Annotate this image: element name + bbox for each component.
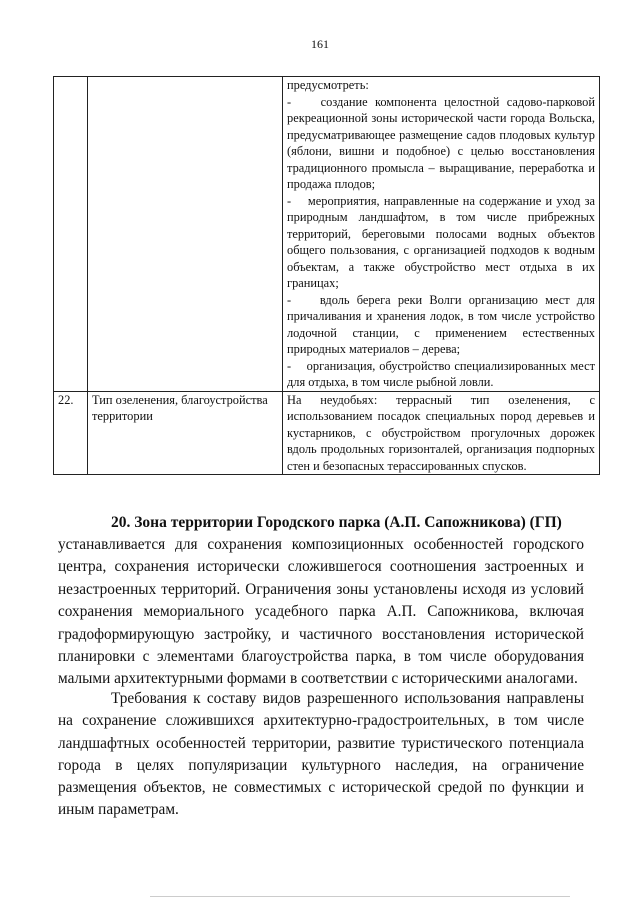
page-number: 161 xyxy=(311,37,329,51)
table-row xyxy=(54,77,600,392)
row-number-cell: 22. xyxy=(54,391,88,475)
requirement-paragraph: - создание компонента целостной садово-парковой рекреационной зоны исторической части города Вольска, предусматривающее размещение садов плодовых культур (яблони, вишни и подобное) с целью восстановления традиционного промысла – выращивание, переработка и продажа плодов; xyxy=(287,94,595,191)
requirement-paragraph: - мероприятия, направленные на содержание и уход за природным ландшафтом, в том числе прибрежных территорий, береговыми полосами водных объектов общего пользования, с организацией подходов к водным объектам, а также обустройство мест отдыха в их границах; xyxy=(287,193,595,290)
row-number-cell xyxy=(54,77,88,392)
row-type-cell xyxy=(88,77,283,392)
requirement-paragraph: предусмотреть: xyxy=(287,78,369,92)
row-requirements-cell xyxy=(283,77,600,392)
section-paragraph-1: устанавливается для сохранения композиционных особенностей городского центра, сохранения исторически сложившегося соотношения застроенных и незастроенных территорий. Ограничения зоны установлены исходя из условий сохранения мемориального усадебного парка А.П. Сапожникова, включая градоформирующую застройку, и частичного восстановления исторической планировки с элементами благоустройства парка, в том числе оборудования малыми архитектурными формами в соответствии с историческими аналогами. xyxy=(58,536,584,688)
table-row xyxy=(54,391,600,475)
row-type-cell: Тип озеленения, благоустройства территории xyxy=(88,391,283,475)
section-paragraph-2: Требования к составу видов разрешенного использования направлены на сохранение сложившихся архитектурно-градостроительных, в том числе ландшафтных особенностей территории, развитие туристического потенциала города в целях популяризации культурного наследия, на ограничение размещения объектов, не совместимых с исторической средой по функции и иным параметрам. xyxy=(58,690,584,819)
requirements-table xyxy=(53,76,600,475)
requirement-paragraph: - вдоль берега реки Волги организацию мест для причаливания и хранения лодок, в том числе устройство лодочной станции, с применением естественных природных материалов – дерева; xyxy=(287,292,595,356)
footer-divider xyxy=(150,896,570,897)
requirement-paragraph: - организация, обустройство специализированных мест для отдыха, в том числе рыбной ловли. xyxy=(287,358,595,389)
section-heading: 20. Зона территории Городского парка (А.П. Сапожникова) (ГП) xyxy=(111,514,562,531)
row-requirements-cell: На неудобьях: террасный тип озеленения, с использованием посадок специальных пород деревьев и кустарников, с обустройством прогулочных дорожек вдоль продольных горизонталей, организация подпорных стен и безопасных терассированных спусков. xyxy=(283,391,600,475)
